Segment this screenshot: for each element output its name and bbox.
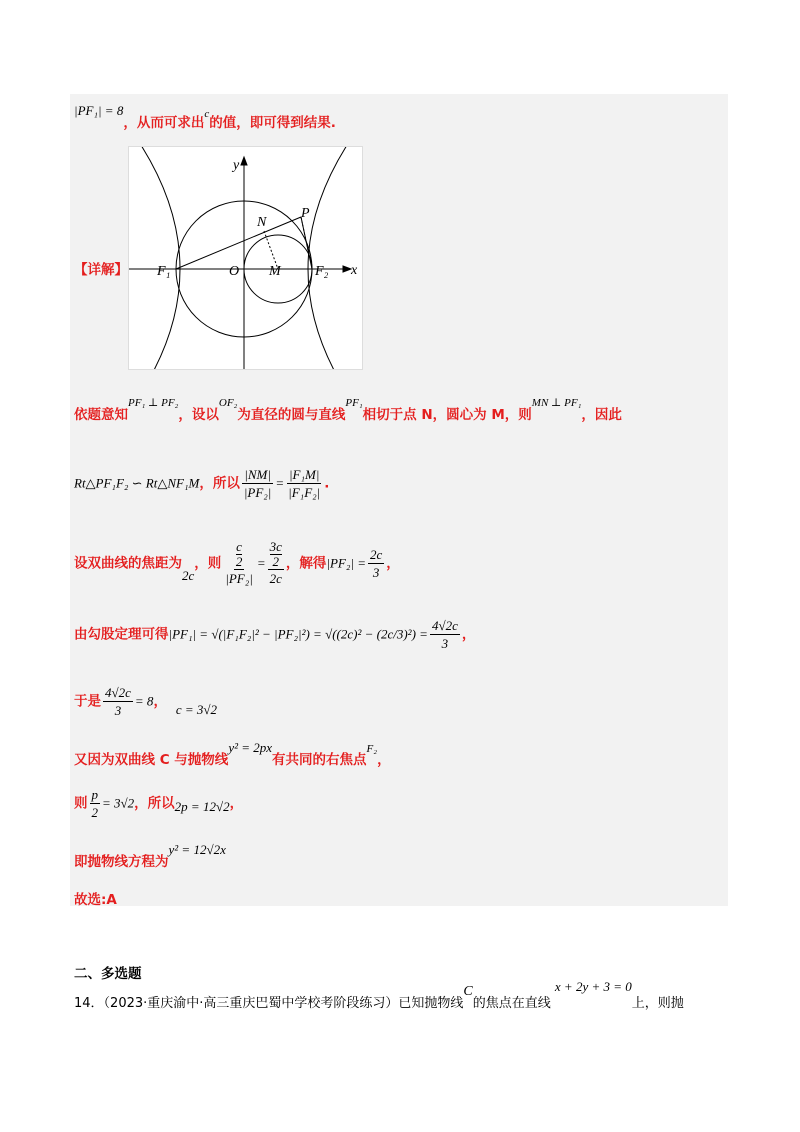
text: 于是 <box>74 693 101 710</box>
text: 为直径的圆与直线 <box>237 407 346 423</box>
numerator: 3c <box>269 539 282 554</box>
text: ， <box>377 752 391 768</box>
fraction <box>223 540 255 587</box>
numerator: |F₁M| <box>288 467 320 482</box>
label-m: M <box>269 264 281 279</box>
label-o: O <box>229 264 240 279</box>
label-y: y <box>233 158 240 173</box>
math: 2c <box>182 567 195 583</box>
math: y² = 2px <box>228 740 273 755</box>
text: 相切于点 N，圆心为 M，则 <box>362 407 532 423</box>
denominator: 3 <box>114 703 122 718</box>
section-title: 二、多选题 <box>74 966 142 982</box>
label-f1: F₁ <box>157 264 171 279</box>
text: 有共同的右焦点 <box>272 752 367 768</box>
math-c: C <box>463 984 473 999</box>
denominator: 2 <box>91 805 98 820</box>
numerator: c <box>236 539 242 554</box>
text: 即抛物线方程为 <box>74 854 169 870</box>
denominator: |PF₂| <box>243 485 272 500</box>
answer-choice: 故选:A <box>74 892 117 908</box>
math: OF₂ <box>218 397 238 409</box>
denominator: |F₁F₂| <box>288 485 321 500</box>
solution-line-8 <box>74 786 243 821</box>
numerator: 2c <box>369 547 383 562</box>
question-number: 14． <box>74 996 104 1011</box>
text: 的值，即可得到结果. <box>209 115 336 131</box>
denominator: |PF₂| <box>225 571 253 586</box>
solution-line-6 <box>74 684 217 719</box>
fraction <box>90 786 101 821</box>
hyperbola-diagram <box>129 147 362 369</box>
text: 上，则抛 <box>631 996 684 1011</box>
fraction <box>368 546 384 581</box>
math: = 3√2 <box>102 795 135 811</box>
denominator: 2 <box>235 554 243 569</box>
math: F₂ <box>366 743 378 755</box>
math-pf1-eq-8: |PF₁| = 8 <box>74 103 124 118</box>
math: 2p = 12√2 <box>174 798 230 814</box>
text: ， <box>229 795 244 812</box>
equals: = <box>275 475 285 491</box>
text: 由勾股定理可得 <box>74 626 169 643</box>
denominator: 3 <box>372 565 380 580</box>
text: ， <box>153 693 167 710</box>
text: ，解得 <box>285 555 327 572</box>
math: |PF₂| = <box>326 555 366 571</box>
fraction <box>286 466 322 501</box>
label-f2: F₂ <box>315 264 329 279</box>
text: 依题意知 <box>74 407 128 423</box>
math: MN ⊥ PF₁ <box>531 397 582 409</box>
denominator: 2c <box>269 571 282 586</box>
math: |PF₁| = √(|F₁F₂|² − |PF₂|²) = √((2c)² − (2c/3)²) = <box>168 626 428 642</box>
hyperbola-figure <box>128 146 363 370</box>
label-n: N <box>257 215 267 230</box>
text: ，所以 <box>134 795 175 812</box>
label-x: x <box>351 263 358 278</box>
text: ， <box>461 626 476 643</box>
numerator: 4√2c <box>105 685 131 700</box>
hyperbola-right-branch <box>308 147 349 369</box>
text: 又因为双曲线 C 与抛物线 <box>74 752 229 768</box>
math-c: c <box>204 108 210 120</box>
detail-label: 【详解】 <box>74 262 128 278</box>
denominator: 2 <box>272 554 280 569</box>
math: = 8 <box>134 693 154 709</box>
text: ， <box>386 555 400 572</box>
fraction <box>268 540 284 587</box>
line-pf1 <box>176 217 301 269</box>
text: ，设以 <box>178 407 219 423</box>
fraction <box>103 684 133 719</box>
fraction <box>242 466 274 501</box>
solution-line-2 <box>74 390 622 423</box>
solution-line-4 <box>74 540 400 587</box>
text: ，因此 <box>581 407 622 423</box>
math: PF₁ ⊥ PF₂ <box>128 397 179 409</box>
equals: = <box>256 555 266 571</box>
hyperbola-left-branch <box>139 147 180 369</box>
text: ，所以 <box>199 475 240 492</box>
denominator: 3 <box>441 636 449 651</box>
math: Rt△PF₁F₂ ∽ Rt△NF₁M <box>74 475 200 491</box>
math-line-eq: x + 2y + 3 = 0 <box>554 979 632 994</box>
text: 则 <box>74 795 88 812</box>
text: ，则 <box>194 555 222 572</box>
numerator: 4√2c <box>431 618 458 633</box>
solution-line-7 <box>74 736 391 768</box>
text: 设双曲线的焦距为 <box>74 555 182 572</box>
fraction <box>430 617 460 652</box>
x-axis-arrow <box>343 266 351 272</box>
line-pf2 <box>301 217 312 269</box>
text: ，从而可求出 <box>123 115 205 131</box>
math: PF₁ <box>345 397 363 409</box>
y-axis-arrow <box>241 157 247 165</box>
numerator: p <box>91 787 98 802</box>
math: c = 3√2 <box>175 701 218 717</box>
solution-line-9 <box>74 838 226 870</box>
text: . <box>324 475 330 492</box>
solution-line-3 <box>74 466 329 501</box>
label-p: P <box>301 206 310 221</box>
solution-line-1 <box>74 99 336 131</box>
math: y² = 12√2x <box>168 842 226 857</box>
text: 的焦点在直线 <box>472 996 551 1011</box>
solution-line-5 <box>74 617 475 652</box>
question-14 <box>74 979 684 1011</box>
question-source: （2023·重庆渝中·高三重庆巴蜀中学校考阶段练习）已知抛物线 <box>103 996 464 1011</box>
numerator: |NM| <box>244 467 271 482</box>
